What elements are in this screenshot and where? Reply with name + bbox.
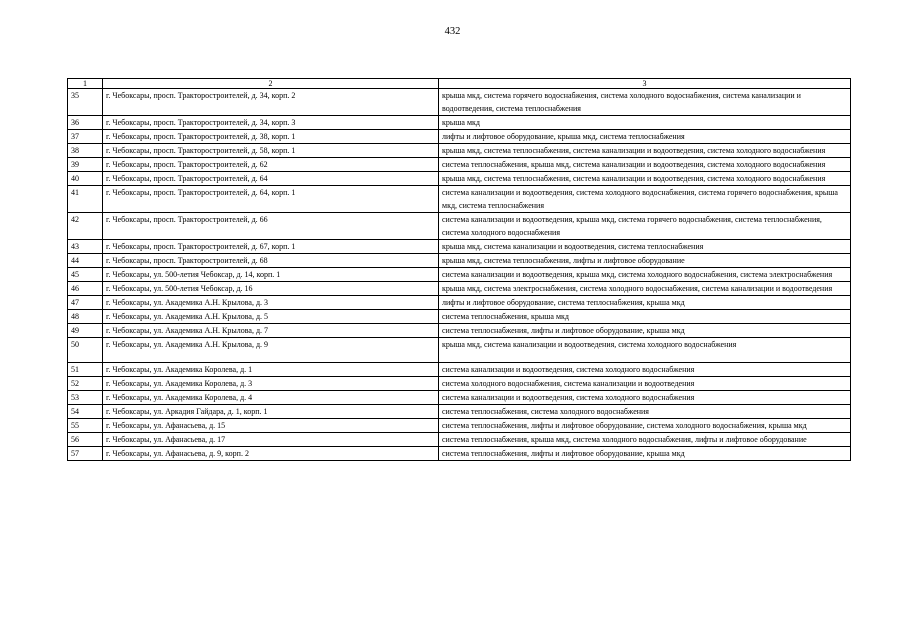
table-row xyxy=(68,433,851,447)
row-number: 38 xyxy=(68,144,103,158)
row-number: 41 xyxy=(68,186,103,213)
table-row xyxy=(68,405,851,419)
row-works: крыша мкд, система теплоснабжения, система канализации и водоотведения, система холодного водоснабжения xyxy=(439,144,851,158)
row-number: 46 xyxy=(68,282,103,296)
row-works: крыша мкд, система горячего водоснабжения, система холодного водоснабжения, система канализации и водоотведения, система теплоснабжения xyxy=(439,89,851,116)
row-works: крыша мкд xyxy=(439,116,851,130)
row-number: 57 xyxy=(68,447,103,461)
table-row xyxy=(68,419,851,433)
table-row xyxy=(68,268,851,282)
row-address: г. Чебоксары, просп. Тракторостроителей, д. 58, корп. 1 xyxy=(103,144,439,158)
row-works: лифты и лифтовое оборудование, система теплоснабжения, крыша мкд xyxy=(439,296,851,310)
row-works: крыша мкд, система теплоснабжения, система канализации и водоотведения, система холодного водоснабжения xyxy=(439,172,851,186)
row-works: система канализации и водоотведения, система холодного водоснабжения, система горячего водоснабжения, крыша мкд, система теплоснабжения xyxy=(439,186,851,213)
row-works: лифты и лифтовое оборудование, крыша мкд, система теплоснабжения xyxy=(439,130,851,144)
header-cell-number: 1 xyxy=(68,79,103,89)
row-works: система канализации и водоотведения, система холодного водоснабжения xyxy=(439,363,851,377)
table-row xyxy=(68,254,851,268)
table-row xyxy=(68,310,851,324)
row-number: 50 xyxy=(68,338,103,363)
table-row xyxy=(68,338,851,363)
row-number: 51 xyxy=(68,363,103,377)
row-address: г. Чебоксары, просп. Тракторостроителей, д. 64 xyxy=(103,172,439,186)
table-row xyxy=(68,363,851,377)
row-number: 52 xyxy=(68,377,103,391)
row-works: система канализации и водоотведения, крыша мкд, система горячего водоснабжения, система теплоснабжения, система холодного водоснабжения xyxy=(439,213,851,240)
row-address: г. Чебоксары, ул. Академика Королева, д. 3 xyxy=(103,377,439,391)
row-address: г. Чебоксары, просп. Тракторостроителей, д. 67, корп. 1 xyxy=(103,240,439,254)
table-row xyxy=(68,213,851,240)
table-row xyxy=(68,447,851,461)
header-cell-address: 2 xyxy=(103,79,439,89)
row-address: г. Чебоксары, просп. Тракторостроителей, д. 68 xyxy=(103,254,439,268)
row-number: 44 xyxy=(68,254,103,268)
row-number: 53 xyxy=(68,391,103,405)
row-address: г. Чебоксары, ул. Академика Королева, д. 1 xyxy=(103,363,439,377)
row-address: г. Чебоксары, ул. Академика А.Н. Крылова, д. 9 xyxy=(103,338,439,363)
table-row xyxy=(68,324,851,338)
row-works: система теплоснабжения, лифты и лифтовое оборудование, система холодного водоснабжения, крыша мкд xyxy=(439,419,851,433)
row-number: 45 xyxy=(68,268,103,282)
table-row xyxy=(68,240,851,254)
page-number: 432 xyxy=(444,26,461,37)
row-works: система канализации и водоотведения, система холодного водоснабжения xyxy=(439,391,851,405)
row-works: система канализации и водоотведения, крыша мкд, система холодного водоснабжения, система электроснабжения xyxy=(439,268,851,282)
table-row xyxy=(68,144,851,158)
row-number: 42 xyxy=(68,213,103,240)
row-address: г. Чебоксары, просп. Тракторостроителей, д. 34, корп. 2 xyxy=(103,89,439,116)
buildings-table xyxy=(67,78,851,461)
row-address: г. Чебоксары, просп. Тракторостроителей, д. 64, корп. 1 xyxy=(103,186,439,213)
row-number: 39 xyxy=(68,158,103,172)
row-address: г. Чебоксары, ул. Аркадия Гайдара, д. 1, корп. 1 xyxy=(103,405,439,419)
row-number: 37 xyxy=(68,130,103,144)
row-number: 40 xyxy=(68,172,103,186)
row-number: 55 xyxy=(68,419,103,433)
row-works: крыша мкд, система электроснабжения, система холодного водоснабжения, система канализации и водоотведения xyxy=(439,282,851,296)
row-address: г. Чебоксары, ул. Афанасьева, д. 9, корп. 2 xyxy=(103,447,439,461)
row-works: крыша мкд, система теплоснабжения, лифты и лифтовое оборудование xyxy=(439,254,851,268)
row-address: г. Чебоксары, ул. 500-летия Чебоксар, д. 16 xyxy=(103,282,439,296)
table-header-row xyxy=(68,79,851,89)
row-number: 49 xyxy=(68,324,103,338)
row-number: 43 xyxy=(68,240,103,254)
table-row xyxy=(68,391,851,405)
row-address: г. Чебоксары, ул. Академика А.Н. Крылова, д. 7 xyxy=(103,324,439,338)
row-number: 48 xyxy=(68,310,103,324)
row-address: г. Чебоксары, просп. Тракторостроителей, д. 38, корп. 1 xyxy=(103,130,439,144)
row-address: г. Чебоксары, просп. Тракторостроителей, д. 34, корп. 3 xyxy=(103,116,439,130)
row-works: система теплоснабжения, крыша мкд, система канализации и водоотведения, система холодного водоснабжения xyxy=(439,158,851,172)
table-row xyxy=(68,116,851,130)
table-row xyxy=(68,296,851,310)
row-address: г. Чебоксары, просп. Тракторостроителей, д. 66 xyxy=(103,213,439,240)
row-number: 36 xyxy=(68,116,103,130)
row-address: г. Чебоксары, ул. Академика Королева, д. 4 xyxy=(103,391,439,405)
table-row xyxy=(68,130,851,144)
row-address: г. Чебоксары, ул. 500-летия Чебоксар, д. 14, корп. 1 xyxy=(103,268,439,282)
row-works: система теплоснабжения, система холодного водоснабжения xyxy=(439,405,851,419)
row-works: система теплоснабжения, крыша мкд, система холодного водоснабжения, лифты и лифтовое оборудование xyxy=(439,433,851,447)
row-works: система холодного водоснабжения, система канализации и водоотведения xyxy=(439,377,851,391)
row-number: 54 xyxy=(68,405,103,419)
row-works: крыша мкд, система канализации и водоотведения, система теплоснабжения xyxy=(439,240,851,254)
table-row xyxy=(68,282,851,296)
table-row xyxy=(68,158,851,172)
header-cell-works: 3 xyxy=(439,79,851,89)
row-works: система теплоснабжения, лифты и лифтовое оборудование, крыша мкд xyxy=(439,447,851,461)
table-row xyxy=(68,172,851,186)
row-address: г. Чебоксары, ул. Афанасьева, д. 15 xyxy=(103,419,439,433)
row-address: г. Чебоксары, ул. Афанасьева, д. 17 xyxy=(103,433,439,447)
table-row xyxy=(68,89,851,116)
row-works: система теплоснабжения, крыша мкд xyxy=(439,310,851,324)
row-address: г. Чебоксары, просп. Тракторостроителей, д. 62 xyxy=(103,158,439,172)
table-row xyxy=(68,186,851,213)
table-row xyxy=(68,377,851,391)
row-address: г. Чебоксары, ул. Академика А.Н. Крылова, д. 5 xyxy=(103,310,439,324)
row-works: система теплоснабжения, лифты и лифтовое оборудование, крыша мкд xyxy=(439,324,851,338)
row-number: 35 xyxy=(68,89,103,116)
row-number: 47 xyxy=(68,296,103,310)
row-number: 56 xyxy=(68,433,103,447)
row-works: крыша мкд, система канализации и водоотведения, система холодного водоснабжения xyxy=(439,338,851,363)
row-address: г. Чебоксары, ул. Академика А.Н. Крылова, д. 3 xyxy=(103,296,439,310)
